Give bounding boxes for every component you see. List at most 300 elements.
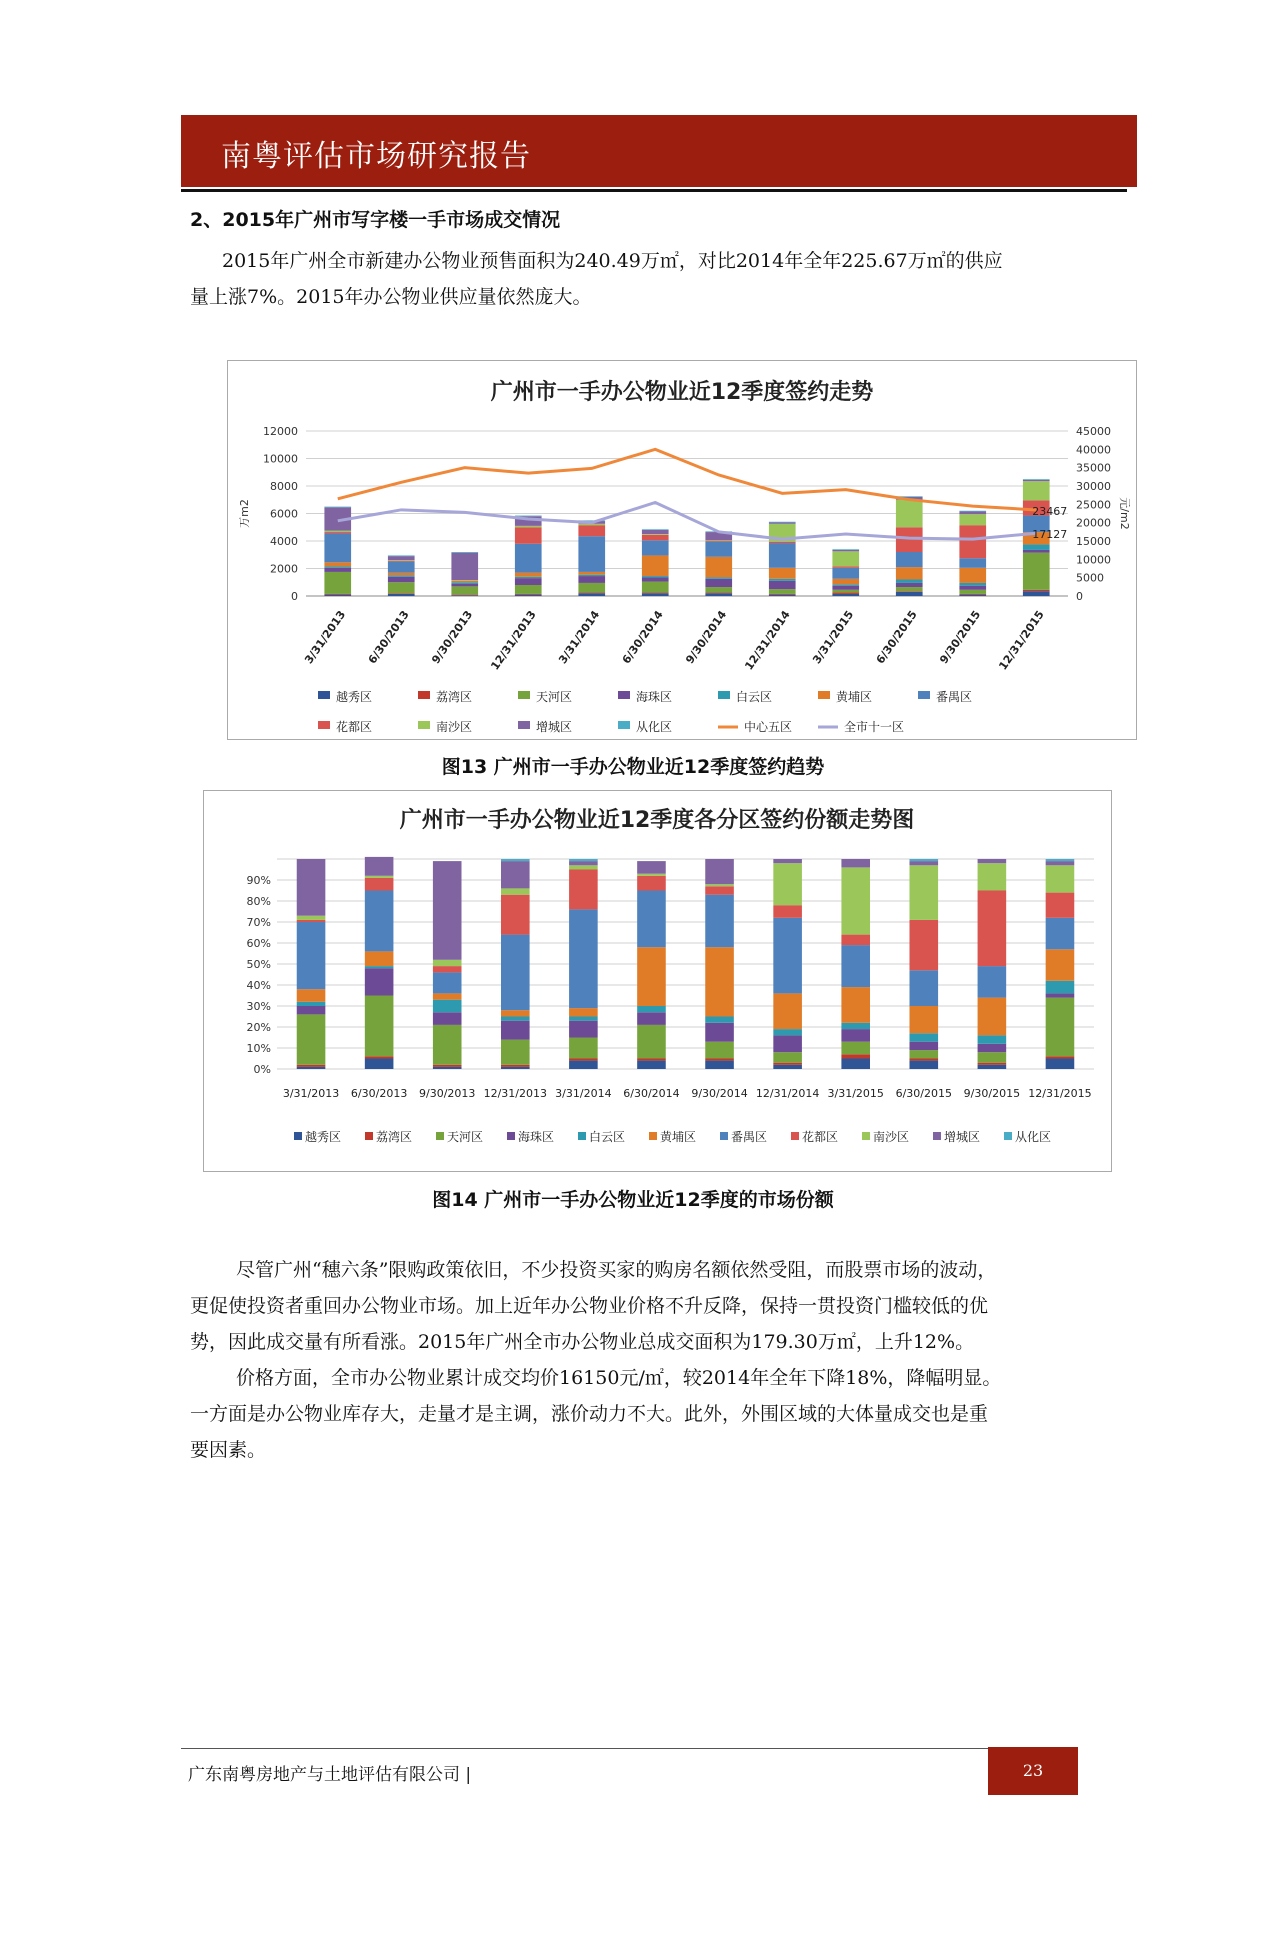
- bar-segment: [978, 863, 1007, 890]
- y2-tick-label: 10000: [1076, 553, 1111, 567]
- bar-segment: [978, 966, 1007, 998]
- intro-line-1: 2015年广州全市新建办公物业预售面积为240.49万㎡，对比2014年全年225.67万㎡的供应: [222, 250, 1003, 272]
- bar-segment: [832, 586, 859, 590]
- bar-segment: [1046, 918, 1075, 950]
- legend-swatch: [518, 691, 530, 699]
- bar-segment: [769, 522, 796, 523]
- bar-segment: [501, 1065, 530, 1067]
- bar-segment: [959, 514, 986, 525]
- bar-segment: [773, 993, 802, 1029]
- bar-segment: [959, 558, 986, 568]
- y-tick-label: 20%: [246, 1021, 271, 1034]
- bar-segment: [637, 1012, 666, 1025]
- legend-label: 天河区: [447, 1130, 484, 1144]
- bar-segment: [705, 540, 732, 541]
- bar-segment: [959, 511, 986, 514]
- bar-segment: [841, 1029, 870, 1042]
- bar-segment: [324, 568, 351, 572]
- bar-segment: [451, 580, 478, 581]
- bar-segment: [841, 935, 870, 946]
- bar-segment: [365, 878, 394, 891]
- bar-segment: [642, 577, 669, 581]
- x-tick-label: 6/30/2014: [623, 1087, 680, 1100]
- intro-paragraph: [190, 243, 1003, 315]
- bar-segment: [451, 581, 478, 582]
- bar-segment: [324, 566, 351, 567]
- bar-segment: [642, 535, 669, 541]
- x-tick-label: 12/31/2014: [755, 1087, 820, 1100]
- bar-segment: [959, 586, 986, 590]
- bar-segment: [1023, 590, 1050, 591]
- y-tick-label: 30%: [246, 1000, 271, 1013]
- chart-2-title: 广州市一手办公物业近12季度各分区签约份额走势图: [399, 808, 915, 833]
- bar-segment: [501, 861, 530, 888]
- bar-segment: [388, 573, 415, 576]
- bar-segment: [705, 895, 734, 948]
- bar-segment: [324, 595, 351, 596]
- bar-segment: [978, 1065, 1007, 1069]
- x-tick-label: 12/31/2015: [1028, 1087, 1092, 1100]
- bar-segment: [569, 1021, 598, 1038]
- bar-segment: [388, 593, 415, 594]
- bar-segment: [569, 1008, 598, 1016]
- legend-swatch: [933, 1132, 941, 1140]
- bar-segment: [451, 584, 478, 587]
- bar-segment: [705, 577, 732, 578]
- bar-segment: [642, 540, 669, 555]
- y-tick-label: 6000: [270, 507, 298, 521]
- bar-segment: [569, 865, 598, 869]
- chart-2-caption: 图14 广州市一手办公物业近12季度的市场份额: [432, 1189, 834, 1211]
- bar-segment: [433, 960, 462, 966]
- x-tick-label: 9/30/2014: [683, 608, 730, 667]
- bar-segment: [841, 945, 870, 987]
- bar-segment: [365, 891, 394, 952]
- legend-label: 白云区: [589, 1130, 626, 1144]
- y-tick-label: 10%: [246, 1042, 271, 1055]
- analysis-line-3: 势，因此成交量有所看涨。2015年广州全市办公物业总成交面积为179.30万㎡，上升12%。: [190, 1331, 975, 1353]
- legend-label: 天河区: [536, 690, 573, 704]
- bar-segment: [1023, 481, 1050, 500]
- bar-segment: [324, 533, 351, 562]
- legend-label: 南沙区: [873, 1130, 910, 1144]
- legend-swatch: [436, 1132, 444, 1140]
- legend-swatch: [294, 1132, 302, 1140]
- bar-segment: [578, 572, 605, 575]
- bar-segment: [578, 536, 605, 572]
- bar-segment: [297, 920, 326, 922]
- analysis-line-2: 更促使投资者重回办公物业市场。加上近年办公物业价格不升反降，保持一贯投资门槛较低的优: [190, 1295, 989, 1317]
- bar-segment: [705, 541, 732, 542]
- bar-segment: [637, 1006, 666, 1012]
- report-title: 南粤评估市场研究报告: [221, 139, 531, 174]
- bar-segment: [578, 525, 605, 536]
- bar-segment: [705, 1023, 734, 1042]
- bar-segment: [959, 590, 986, 594]
- legend-label: 越秀区: [336, 690, 373, 704]
- legend-swatch: [720, 1132, 728, 1140]
- bar-segment: [773, 1052, 802, 1063]
- bar-segment: [705, 1042, 734, 1059]
- legend-swatch: [518, 721, 530, 729]
- bar-segment: [569, 859, 598, 861]
- bar-segment: [959, 568, 986, 583]
- series-line: [338, 503, 1037, 540]
- x-tick-label: 3/31/2013: [302, 608, 349, 667]
- y2-tick-label: 20000: [1076, 516, 1111, 530]
- y-tick-label: 2000: [270, 562, 298, 576]
- legend-label: 增城区: [944, 1130, 981, 1144]
- bar-segment: [388, 562, 415, 573]
- bar-segment: [515, 516, 542, 517]
- bar-segment: [832, 568, 859, 579]
- y-tick-label: 0%: [253, 1063, 271, 1076]
- bar-segment: [769, 568, 796, 579]
- bar-segment: [1046, 949, 1075, 981]
- bar-segment: [501, 1010, 530, 1016]
- footer-company: 广东南粤房地产与土地评估有限公司 |: [188, 1765, 472, 1785]
- legend-swatch: [818, 691, 830, 699]
- bar-segment: [451, 586, 478, 594]
- bar-segment: [1023, 544, 1050, 550]
- bar-segment: [642, 593, 669, 596]
- bar-segment: [501, 895, 530, 935]
- legend-swatch: [507, 1132, 515, 1140]
- bar-segment: [773, 905, 802, 918]
- bar-segment: [578, 575, 605, 576]
- legend-swatch: [365, 1132, 373, 1140]
- bar-segment: [637, 1025, 666, 1059]
- bar-segment: [769, 522, 796, 523]
- legend-swatch: [718, 691, 730, 699]
- bar-segment: [769, 594, 796, 595]
- bar-segment: [841, 1023, 870, 1029]
- bar-segment: [705, 593, 732, 596]
- bar-segment: [896, 592, 923, 596]
- bar-segment: [578, 593, 605, 596]
- bar-segment: [501, 935, 530, 1011]
- y2-tick-label: 5000: [1076, 571, 1104, 585]
- y-tick-label: 50%: [246, 958, 271, 971]
- legend-swatch: [918, 691, 930, 699]
- bar-segment: [578, 593, 605, 594]
- bar-segment: [1046, 893, 1075, 918]
- legend-label: 荔湾区: [436, 690, 473, 704]
- chart-1-title: 广州市一手办公物业近12季度签约走势: [490, 380, 874, 405]
- bar-segment: [841, 1054, 870, 1058]
- bar-segment: [896, 583, 923, 587]
- bar-segment: [832, 593, 859, 594]
- x-tick-label: 6/30/2015: [895, 1087, 952, 1100]
- bar-segment: [896, 500, 923, 528]
- x-tick-label: 12/31/2014: [742, 608, 793, 673]
- bar-segment: [297, 1065, 326, 1067]
- legend-swatch: [862, 1132, 870, 1140]
- bar-segment: [841, 867, 870, 934]
- bar-segment: [705, 886, 734, 894]
- y-tick-label: 10000: [263, 452, 298, 466]
- bar-segment: [773, 863, 802, 905]
- bar-segment: [637, 947, 666, 1006]
- bar-segment: [365, 996, 394, 1057]
- bar-segment: [388, 594, 415, 596]
- bar-segment: [642, 582, 669, 593]
- legend-label: 从化区: [636, 720, 673, 734]
- bar-segment: [388, 577, 415, 583]
- x-tick-label: 9/30/2015: [963, 1087, 1021, 1100]
- bar-segment: [769, 579, 796, 581]
- legend-label: 番禺区: [731, 1130, 768, 1144]
- x-tick-label: 9/30/2013: [429, 608, 476, 667]
- legend-label: 花都区: [802, 1130, 839, 1144]
- bar-segment: [637, 861, 666, 874]
- bar-segment: [705, 587, 732, 593]
- bar-segment: [1023, 550, 1050, 553]
- bar-segment: [909, 1061, 938, 1069]
- bar-segment: [832, 550, 859, 551]
- bar-segment: [569, 861, 598, 865]
- bar-segment: [433, 861, 462, 960]
- bar-segment: [451, 595, 478, 596]
- bar-segment: [501, 1021, 530, 1040]
- bar-segment: [978, 891, 1007, 967]
- bar-segment: [515, 577, 542, 578]
- bar-segment: [433, 1000, 462, 1013]
- legend-label: 荔湾区: [376, 1130, 413, 1144]
- bar-segment: [637, 874, 666, 876]
- bar-segment: [978, 1044, 1007, 1052]
- bar-segment: [1046, 998, 1075, 1057]
- bar-segment: [705, 1017, 734, 1023]
- bar-segment: [297, 1067, 326, 1069]
- bar-segment: [501, 1067, 530, 1069]
- bar-segment: [569, 909, 598, 1008]
- legend-label: 越秀区: [305, 1130, 342, 1144]
- bar-segment: [909, 1050, 938, 1058]
- x-tick-label: 6/30/2014: [619, 608, 666, 667]
- bar-segment: [433, 966, 462, 972]
- bar-segment: [637, 891, 666, 948]
- bar-segment: [515, 585, 542, 594]
- bar-segment: [896, 552, 923, 567]
- bar-segment: [451, 553, 478, 581]
- bar-segment: [365, 857, 394, 876]
- header-divider: [181, 189, 1127, 192]
- bar-segment: [388, 582, 415, 593]
- y-tick-label: 8000: [270, 480, 298, 493]
- bar-segment: [297, 916, 326, 920]
- bar-segment: [959, 595, 986, 596]
- x-tick-label: 3/31/2014: [556, 608, 603, 667]
- bar-segment: [896, 591, 923, 592]
- bar-segment: [515, 544, 542, 573]
- legend-label: 南沙区: [436, 720, 473, 734]
- bar-segment: [297, 989, 326, 1002]
- bar-segment: [433, 1065, 462, 1067]
- y2-tick-label: 0: [1076, 590, 1083, 603]
- legend-swatch: [1004, 1132, 1012, 1140]
- bar-segment: [1046, 865, 1075, 892]
- analysis-paragraph: [190, 1252, 1001, 1468]
- bar-segment: [832, 551, 859, 566]
- y-tick-label: 90%: [246, 874, 271, 887]
- legend-label: 花都区: [336, 720, 373, 734]
- bar-segment: [909, 1059, 938, 1061]
- legend-swatch: [578, 1132, 586, 1140]
- y2-tick-label: 40000: [1076, 443, 1111, 457]
- bar-segment: [978, 1052, 1007, 1063]
- bar-segment: [909, 1042, 938, 1050]
- bar-segment: [841, 987, 870, 1023]
- y2-tick-label: 15000: [1076, 535, 1111, 548]
- legend-swatch: [618, 721, 630, 729]
- x-tick-label: 3/31/2014: [555, 1087, 612, 1100]
- legend-swatch: [418, 721, 430, 729]
- bar-segment: [642, 576, 669, 577]
- x-tick-label: 6/30/2013: [350, 1087, 408, 1100]
- bar-segment: [297, 1006, 326, 1014]
- bar-segment: [365, 1059, 394, 1070]
- bar-segment: [515, 573, 542, 577]
- bar-segment: [324, 532, 351, 533]
- bar-segment: [388, 555, 415, 556]
- bar-segment: [978, 859, 1007, 863]
- data-label: 23467: [1032, 504, 1068, 518]
- bar-segment: [569, 1038, 598, 1059]
- bar-segment: [705, 542, 732, 557]
- bar-segment: [324, 594, 351, 595]
- bar-segment: [515, 526, 542, 527]
- bar-segment: [501, 1040, 530, 1065]
- report-header: [181, 115, 1137, 187]
- chart-1-caption: 图13 广州市一手办公物业近12季度签约趋势: [441, 756, 825, 778]
- bar-segment: [959, 511, 986, 512]
- bar-segment: [841, 859, 870, 867]
- bar-segment: [578, 583, 605, 593]
- y2-axis-label: 元/m2: [1118, 497, 1131, 530]
- legend-label: 白云区: [736, 690, 773, 704]
- x-tick-label: 6/30/2013: [365, 608, 412, 667]
- bar-segment: [642, 530, 669, 534]
- bar-segment: [388, 561, 415, 562]
- bar-segment: [896, 567, 923, 579]
- bar-segment: [569, 1061, 598, 1069]
- analysis-line-5: 一方面是办公物业库存大，走量才是主调，涨价动力不大。此外，外围区域的大体量成交也是重: [190, 1403, 989, 1425]
- bar-segment: [773, 1065, 802, 1069]
- bar-segment: [1023, 479, 1050, 480]
- bar-segment: [642, 529, 669, 530]
- bar-segment: [909, 861, 938, 865]
- bar-segment: [978, 1035, 1007, 1043]
- bar-segment: [433, 993, 462, 999]
- bar-segment: [705, 557, 732, 578]
- bar-segment: [637, 1059, 666, 1061]
- bar-segment: [501, 888, 530, 894]
- bar-segment: [705, 593, 732, 594]
- legend-swatch: [791, 1132, 799, 1140]
- bar-segment: [978, 998, 1007, 1036]
- bar-segment: [451, 552, 478, 553]
- y-tick-label: 40%: [246, 979, 271, 992]
- y-tick-label: 12000: [263, 425, 298, 438]
- x-tick-label: 12/31/2015: [996, 608, 1047, 673]
- chart-2-svg: [204, 791, 1111, 1171]
- page-number: 23: [988, 1747, 1078, 1795]
- x-tick-label: 3/31/2015: [827, 1087, 884, 1100]
- bar-segment: [1046, 859, 1075, 861]
- bar-segment: [297, 1002, 326, 1006]
- bar-segment: [1046, 993, 1075, 997]
- bar-segment: [1046, 981, 1075, 994]
- bar-segment: [705, 1059, 734, 1061]
- bar-segment: [832, 579, 859, 585]
- bar-segment: [451, 595, 478, 596]
- bar-segment: [773, 1029, 802, 1035]
- bar-segment: [515, 595, 542, 596]
- bar-segment: [769, 581, 796, 589]
- bar-segment: [365, 951, 394, 966]
- bar-segment: [705, 1061, 734, 1069]
- bar-segment: [1046, 1059, 1075, 1070]
- y2-tick-label: 25000: [1076, 498, 1111, 512]
- bar-segment: [909, 865, 938, 920]
- analysis-line-1: 尽管广州“穗六条”限购政策依旧，不少投资买家的购房名额依然受阻，而股票市场的波动，: [236, 1259, 997, 1281]
- x-tick-label: 3/31/2013: [282, 1087, 340, 1100]
- chart-2-box: [203, 790, 1112, 1172]
- bar-segment: [365, 966, 394, 968]
- section-title: 2、2015年广州市写字楼一手市场成交情况: [190, 209, 561, 231]
- y2-tick-label: 35000: [1076, 461, 1111, 475]
- chart-1-box: [227, 360, 1137, 740]
- bar-segment: [515, 527, 542, 544]
- bar-segment: [909, 920, 938, 970]
- legend-swatch: [318, 721, 330, 729]
- bar-segment: [909, 970, 938, 1006]
- bar-segment: [324, 572, 351, 594]
- bar-segment: [959, 583, 986, 586]
- legend-swatch: [618, 691, 630, 699]
- bar-segment: [959, 525, 986, 558]
- y-tick-label: 4000: [270, 535, 298, 548]
- bar-segment: [773, 859, 802, 863]
- legend-label: 黄埔区: [836, 690, 873, 704]
- x-tick-label: 6/30/2015: [873, 608, 920, 667]
- bar-segment: [515, 594, 542, 595]
- bar-segment: [773, 1063, 802, 1065]
- bar-segment: [365, 876, 394, 878]
- legend-label: 海珠区: [636, 690, 673, 704]
- bar-segment: [769, 543, 796, 568]
- bar-segment: [909, 1006, 938, 1033]
- bar-segment: [642, 534, 669, 535]
- data-label: 17127: [1032, 528, 1068, 542]
- bar-segment: [909, 1033, 938, 1041]
- bar-segment: [433, 1067, 462, 1069]
- bar-segment: [515, 578, 542, 585]
- bar-segment: [1023, 480, 1050, 481]
- legend-label: 从化区: [1015, 1130, 1052, 1144]
- chart-1-svg: [228, 361, 1136, 739]
- legend-swatch: [318, 691, 330, 699]
- bar-segment: [1023, 553, 1050, 590]
- y-tick-label: 60%: [246, 937, 271, 950]
- legend-label: 番禺区: [936, 690, 973, 704]
- bar-segment: [832, 566, 859, 567]
- legend-label: 增城区: [536, 720, 573, 734]
- analysis-line-6: 要因素。: [190, 1439, 267, 1461]
- bar-segment: [959, 594, 986, 595]
- bar-segment: [832, 549, 859, 550]
